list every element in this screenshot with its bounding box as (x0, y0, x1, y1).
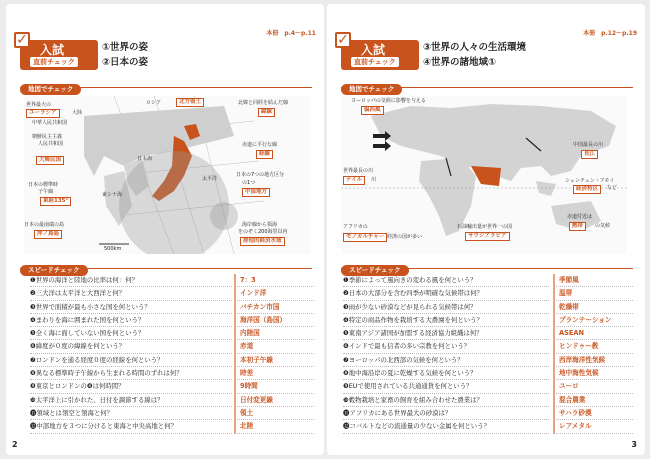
question: ❸世界で面積が最も小さな国を何という？ (30, 301, 232, 314)
answer: 西岸海洋性気候 (553, 354, 633, 367)
question: ❶世界の海洋と陸地の比率は何：何？ (30, 274, 232, 287)
answer: 乾燥帯 (553, 301, 633, 314)
scale-label: 500km (104, 246, 122, 252)
answer: 日付変更線 (234, 394, 314, 407)
topic-item: ①世界の姿 (102, 42, 149, 53)
exam-check-badge (337, 32, 419, 70)
answer: サハラ砂漠 (553, 407, 633, 420)
question: ❾EUで使用されている共通通貨を何という？ (343, 380, 549, 393)
answer: 海洋国（島国） (234, 314, 314, 327)
map-answer: サウジアラビア (465, 232, 510, 241)
map-answer: 経済特区 (573, 185, 601, 194)
map-label: 石油輸出量が世界一の国 (457, 224, 513, 230)
map-answer: 沖ノ鳥島 (34, 230, 62, 239)
map-label: 海岸線から領海 (242, 222, 278, 228)
question: ⓬コバルトなどの流通量の少ない金属を何という？ (343, 420, 549, 433)
map-label: 人民共和国 (38, 141, 64, 147)
map-label: 中華人民共和国 (32, 120, 68, 126)
right-page (327, 4, 645, 455)
map-answer: 北方領土 (176, 98, 204, 107)
answer: 季節風 (553, 274, 633, 287)
answer: バチカン市国 (234, 301, 314, 314)
map-answer: 偏西風 (361, 106, 384, 115)
map-label: シェンチェン・アモイ (565, 178, 615, 184)
answer-list (553, 274, 633, 434)
map-answer: 排他的経済水域 (240, 237, 285, 246)
world-map (341, 96, 627, 254)
answer: レアメタル (553, 420, 633, 433)
question: ❿穀物栽培と家畜の飼育を組み合わせた農業は？ (343, 394, 549, 407)
question: ❽異なる標準時子午線から生まれる時間のずれは何？ (30, 367, 232, 380)
map-label: アフリカの (343, 224, 368, 230)
answer: ヒンドゥー教 (553, 340, 633, 353)
question: ❽地中海沿岸の夏に乾燥する気候を何という？ (343, 367, 549, 380)
map-answer: 熱帯 (569, 222, 586, 231)
checkmark-icon: ✓ (335, 32, 351, 48)
question: ❾東京とロンドンの❽は何時間？ (30, 380, 232, 393)
answer: 9時間 (234, 380, 314, 393)
badge-title: 入試 (361, 43, 386, 57)
map-label: の1つ (242, 180, 256, 186)
answer: 温帯 (553, 287, 633, 300)
map-label: 世界最長の川 (343, 168, 374, 174)
map-answer: 中部地方 (242, 188, 270, 197)
page-reference: 本冊 p.4～p.11 (266, 30, 316, 37)
map-label: 日本の最南端の島 (24, 222, 65, 228)
map-label: 赤道付近は (567, 214, 593, 220)
section-label: スピードチェック (20, 265, 88, 276)
topic-item: ③世界の人々の生活環境 (423, 42, 527, 53)
map-answer: 経線 (256, 150, 273, 159)
answer: 北陸 (234, 420, 314, 433)
answer: 赤道 (234, 340, 314, 353)
answer: プランテーション (553, 314, 633, 327)
answer: 地中海性気候 (553, 367, 633, 380)
section-label: 地図でチェック (341, 84, 402, 95)
answer: ユーロ (553, 380, 633, 393)
japan-map (24, 96, 310, 254)
question: ❿太平洋上に引かれた、日付を調節する線は？ (30, 394, 232, 407)
map-label: 大陸 (72, 110, 83, 116)
map-label: ヨーロッパの気候に影響を与える (351, 98, 426, 104)
map-label: など (607, 185, 618, 191)
question-list (343, 274, 549, 434)
map-label: の気候 (595, 223, 611, 229)
question: ❷三大洋は太平洋と大西洋と何？ (30, 287, 232, 300)
badge-subtitle: 直前チェック (351, 57, 399, 67)
map-label: 東シナ海 (102, 192, 123, 198)
map-label: 子午線 (38, 189, 54, 195)
speed-section-header (20, 257, 312, 274)
answer: 時差 (234, 367, 314, 380)
answer: ASEAN (553, 327, 633, 340)
question: ❷日本の大部分を含む四季が明確な気候帯は何？ (343, 287, 549, 300)
question: ❸雨が少ない砂漠などが見られる気候帯は何？ (343, 301, 549, 314)
map-answer: ナイル (343, 176, 365, 185)
topic-list (423, 40, 526, 70)
map-label: 朝鮮民主主義 (32, 134, 63, 140)
question: ⓫アフリカにある世界最大の砂漠は？ (343, 407, 549, 420)
answer: 本初子午線 (234, 354, 314, 367)
topic-item: ②日本の姿 (102, 57, 149, 68)
speed-section-header (341, 257, 633, 274)
page-reference: 本冊 p.12～p.19 (583, 30, 637, 37)
answer: 内陸国 (234, 327, 314, 340)
answer-list (234, 274, 314, 434)
badge-title: 入試 (40, 43, 65, 57)
page-number: 3 (631, 440, 637, 449)
map-section-header (20, 76, 312, 93)
map-label: 川 (371, 177, 377, 183)
map-label: 日本の標準時 (28, 182, 59, 188)
map-answer: モノカルチャー (343, 233, 387, 242)
topic-item: ④世界の諸地域① (423, 57, 497, 68)
page-number: 2 (12, 440, 18, 449)
exam-check-badge (16, 32, 98, 70)
question: ❻緯度が０度の緯線を何という？ (30, 340, 232, 353)
map-label: 太平洋 (202, 176, 218, 182)
question: ❺東南アジア諸国が加盟する経済協力組織は何？ (343, 327, 549, 340)
map-answer: 東経135° (40, 197, 71, 206)
topic-list (102, 40, 148, 70)
question: ❺全く海に面していない国を何という？ (30, 327, 232, 340)
map-label: 世界最大の (26, 102, 52, 108)
map-label: ロシア (146, 100, 162, 106)
section-label: 地図でチェック (20, 84, 81, 95)
map-label: 日本の7つの地方区分 (236, 172, 285, 178)
map-label: をのぞく200海里以内 (238, 229, 288, 235)
question: ⓫領域とは領空と領海と何？ (30, 407, 232, 420)
question-list (30, 274, 232, 434)
question: ⓬中部地方を３つに分けると東海と中央高地と何？ (30, 420, 232, 433)
map-label: 赤道に平行な線 (242, 142, 278, 148)
map-answer: 大韓民国 (36, 156, 64, 165)
question: ❹特定の商品作物を栽培する大農園を何という？ (343, 314, 549, 327)
question: ❼ヨーロッパの北西部の気候を何という？ (343, 354, 549, 367)
answer: 領土 (234, 407, 314, 420)
question: ❹まわりを海に囲まれた国を何という？ (30, 314, 232, 327)
answer: 混合農業 (553, 394, 633, 407)
map-label: 経済の国が多い (387, 234, 423, 240)
question: ❻インドで最も信者の多い宗教を何という？ (343, 340, 549, 353)
question: ❶季節によって風向きの変わる風を何という？ (343, 274, 549, 287)
map-label: 日本海 (137, 156, 153, 162)
map-answer: ユーラシア (26, 109, 60, 118)
section-label: スピードチェック (341, 265, 409, 276)
left-page (6, 4, 324, 455)
badge-subtitle: 直前チェック (30, 57, 78, 67)
question: ❼ロンドンを通る経度０度の経線を何という？ (30, 354, 232, 367)
answer: 7：3 (234, 274, 314, 287)
map-section-header (341, 76, 633, 93)
map-answer: 長江 (581, 150, 598, 159)
checkmark-icon: ✓ (14, 32, 30, 48)
map-label: 中国最長の川 (573, 142, 604, 148)
map-label: 北緯と同経を結んだ線 (238, 100, 289, 106)
map-answer: 緯線 (258, 108, 275, 117)
answer: インド洋 (234, 287, 314, 300)
